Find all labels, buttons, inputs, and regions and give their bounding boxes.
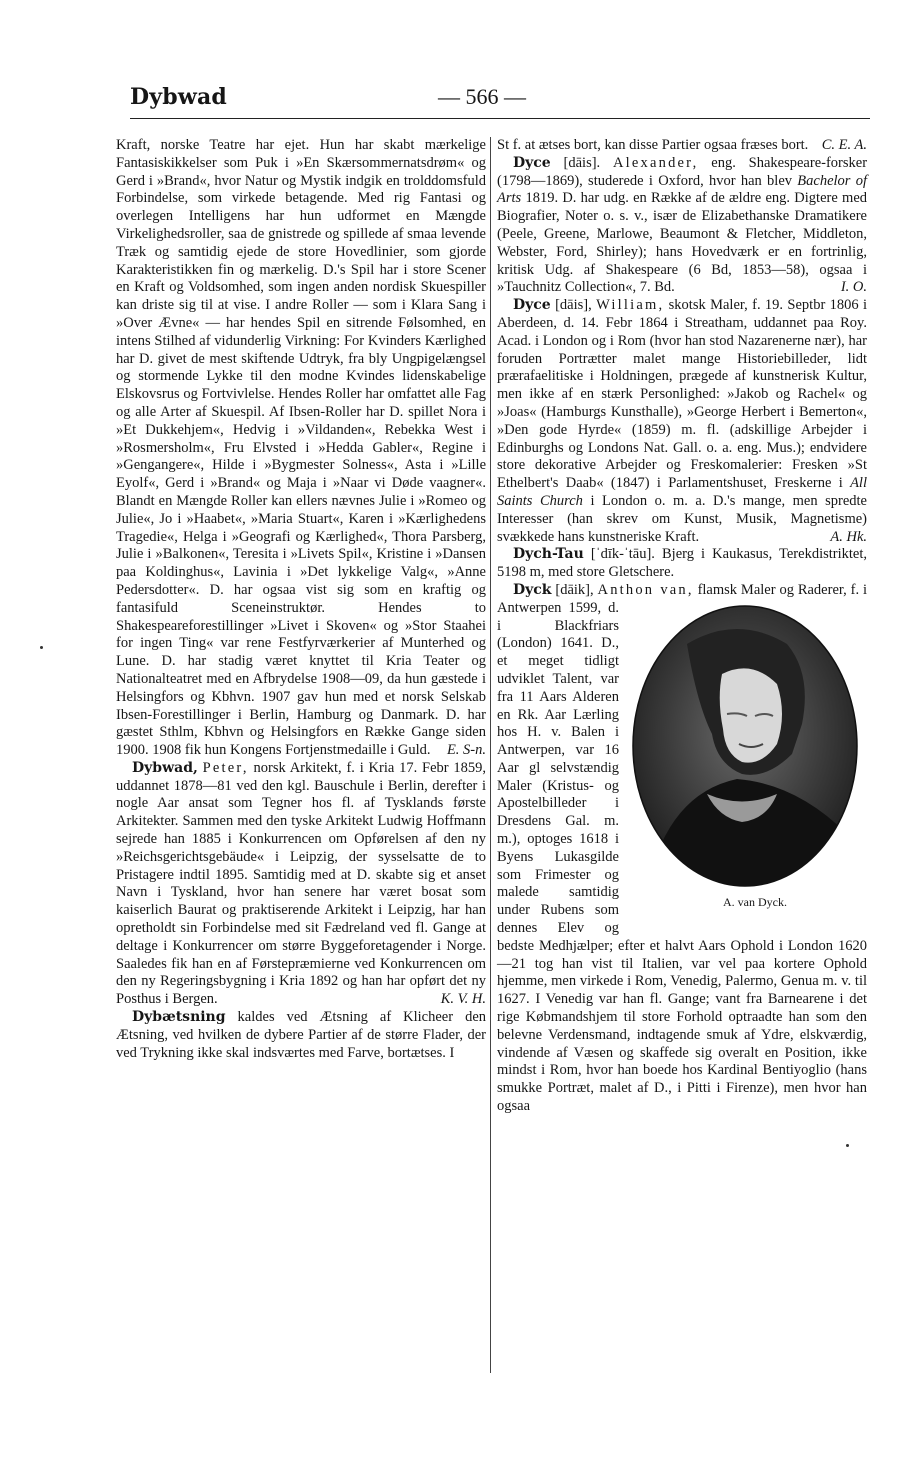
entry-dych-tau bbox=[497, 546, 867, 582]
entry-italic-term: Bachelor of Arts bbox=[497, 172, 868, 207]
entry-headword: Dybwad, bbox=[132, 759, 198, 776]
entry-headword: Dyce bbox=[513, 154, 551, 171]
entry-pronunciation: [dāis], bbox=[555, 297, 592, 314]
author-signature: A. Hk. bbox=[830, 528, 867, 545]
margin-mark bbox=[846, 1144, 849, 1147]
entry-headword: Dych-Tau bbox=[513, 546, 584, 563]
entry-text: eng. Shakespeare-forsker (1798—1869), studerede i Oxford, hvor han blev bbox=[497, 154, 868, 189]
entry-headword: Dyce bbox=[513, 297, 551, 314]
entry-dyce-alexander bbox=[497, 155, 867, 297]
portrait-image bbox=[627, 604, 867, 889]
entry-text: skotsk Maler, f. 19. Septbr 1806 i Aberdeen, d. 14. Febr 1864 i Streatham, uddannet paa Roy. Acad. i London og i Rom (hvor han stod Nazarenerne nær), har foruden Portrætter malet mange Historiebilleder, lidt prærafaelitiske i Holdningen, prægede af kunstnerisk Kultur, men ikke af en stærk Personlighed: »Jakob og Rachel« og »Joas« (Hamburgs Kunsthalle), »George Herbert i Bemerton«, »Den gode Hyrde« (1859) m. fl. (adskillige Arbejder i Edinburghs og Londons Nat. Gall. o. a. eng. Mus.); endvidere store dekorative Arbejder og Freskomalerier: Fresken »St Ethelbert's Daab« (1847) i Parlamentshuset, Freskerne i bbox=[497, 297, 868, 492]
portrait-figure bbox=[627, 604, 867, 924]
entry-first-name: Anthon van, bbox=[597, 581, 694, 598]
entry-headword: Dybætsning bbox=[132, 1009, 226, 1026]
entry-text: norsk Arkitekt, f. i Kria 17. Febr 1859, uddannet 1878—81 ved den kgl. Bauschule i Berlin, derefter i nogle Aar ansat som Tegner hos fl. af Tysklands første Arkitekter. Sammen med den tyske Arkitekt Ludwig Hoffmann sejrede han 1885 i Konkurrencen om Opførelsen af den ny »Reichsgerichtsgebäude« i Leipzig, der sysselsatte de to Pristagere indtil 1895. Samtidig med at D. skabte sig et anset Navn i Tyskland, hvor han senere har været bosat som kaiserlich Baurat og praktiserende Arkitekt i Leipzig, har han opretholdt sin Forbindelse med sit Fædreland ved fl. Gange at deltage i Konkurrencer om større Byggeforetagender i Norge. Saaledes fik han en af Førstepræmierne ved Konkurrencen om den ny Regeringsbygning i Kria 1892 og han har opført det ny Posthus i Bergen. bbox=[116, 759, 486, 1008]
author-signature: E. S-n. bbox=[446, 742, 486, 759]
left-column bbox=[116, 137, 486, 1062]
right-column bbox=[497, 137, 867, 1116]
entry-pronunciation: [dāik], bbox=[555, 581, 594, 598]
entry-first-name: William, bbox=[596, 297, 665, 314]
entry-continuation bbox=[116, 137, 486, 760]
entry-dybaetsning bbox=[116, 1009, 486, 1062]
entry-italic-term: All Saints Church bbox=[497, 475, 867, 509]
entry-first-name: Alexander, bbox=[613, 154, 699, 171]
portrait-caption: A. van Dyck. bbox=[723, 894, 787, 909]
continuation-text: St f. at ætses bort, kan disse Partier ogsaa fræses bort. bbox=[497, 137, 809, 153]
entry-text: kaldes ved Ætsning af Klicheer den Ætsning, ved hvilken de dybere Partier af de større Flader, der ved Trykning ikke skal indsværtes med Farve, bortætses. I bbox=[116, 1009, 487, 1061]
author-signature: K. V. H. bbox=[440, 991, 486, 1008]
header-rule bbox=[130, 118, 870, 119]
page-header bbox=[100, 80, 830, 120]
entry-text: i London o. m. a. D.'s mange, men spredte Interesser (han skrev om Kunst, Musik, Magnetisme) svækkede hans kunstneriske Kraft. bbox=[497, 492, 867, 545]
entry-pronunciation: [ˈdīk-ˈtāu]. bbox=[590, 546, 655, 563]
author-signature: C. E. A. bbox=[821, 137, 867, 153]
entry-text: 1819. D. har udg. en Række af de ældre eng. Digtere med Biografier, Noter o. s. v., især de Elizabethanske Dramatikere (Peele, Greene, Marlowe, Beaumont & Fletcher, Middleton, Webster, Ford, Shirley); hans Hovedværk er en fortrinlig, kritisk Udg. af Shakespeare (6 Bd, 1853—58), ogsaa i »Tauchnitz Collection«, 7. Bd. bbox=[497, 190, 868, 296]
author-signature: I. O. bbox=[840, 279, 867, 296]
entry-text: Bjerg i Kaukasus, Terekdistriktet, 5198 m, med store Gletschere. bbox=[497, 546, 867, 581]
entry-first-name: Peter, bbox=[202, 759, 249, 776]
running-headword: Dybwad bbox=[130, 84, 228, 110]
entry-dybwad-peter bbox=[116, 760, 486, 1009]
column-divider bbox=[490, 137, 491, 1373]
entry-pronunciation: [dāis]. bbox=[563, 154, 601, 171]
entry-dyce-william bbox=[497, 297, 867, 546]
entry-dyck-anthon bbox=[497, 582, 867, 1116]
margin-mark bbox=[40, 646, 43, 649]
entry-text: flamsk Maler og Raderer, f. i Antwerpen 1599, d. i Blackfriars (London) 1641. D., et meget tidligt udviklet Talent, var fra 11 Aars Alderen en Rk. Aar Lærling hos H. v. Balen i Antwerpen, var 16 Aar gl selvstændig Maler (Kristus- og Apostelbilleder i Dresdens Gal. m. m.), optoges 1618 i Byens Lukasgilde som Frimester og malede samtidig under Rubens som dennes Elev og bedste Medhjælper; efter et halvt Aars Ophold i London 1620—21 tog han vist til Italien, var vel paa kortere Ophold hjemme, men virkede i Rom, Venedig, Palermo, Genua m. v. til 1627. I Venedig var han fl. Gange; vant fra Barnearene i det rige Købmandshjem til store Forhold optraadte han som den belevne Verdensmand, indtagende smuk af Ydre, elskværdig, vindende af Væsen og skaffede sig overalt en Position, ikke mindst i Rom, hvor han boede hos Kardinal Bentiyoglio (hans smukke Portræt, malet af D., i Pitti i Firenze), men hvor han ogsaa bbox=[497, 581, 868, 1115]
entry-headword: Dyck bbox=[513, 581, 552, 598]
page-number: — 566 — bbox=[438, 84, 526, 109]
continuation-text: Kraft, norske Teatre har ejet. Hun har skabt mærkelige Fantasiskikkelser som Puk i »En Skærsommernatsdrøm« og Gerd i »Brand«, hvor Natur og Mystik indgik en trolddomsfuld Forbindelse, som virkede betagende. Med rig Fantasi og overlegen Intelligens har hun udformet en Mængde Virkelighedsroller, saa de gnistrede og spillede af smaa levende Træk og samtidig ejede de store Hovedlinier, som gjorde Karakteristikken fin og mærkelig. D.'s Spil har i store Scener en Kraft og Voldsomhed, som ingen anden nordisk Skuespiller kan driste sig til at vise. I andre Roller — som i Klara Sang i »Over Ævne« — har hendes Spil en sitrende Følsomhed, en intens Stilhed af vidunderlig Virkning: For Kvinders Kærlighed har D. givet de mest skiftende Udtryk, fra bly Ungpigelængsel og stormende Lykke til den modne Kvindes lidenskabelige Elskovsrus og Fortvivlelse. Hendes Roller har omfattet alle Fag og alle Arter af Skuespil. Af Ibsen-Roller har D. spillet Nora i »Et Dukkehjem«, Hedvig i »Vildanden«, Rebekka West i »Rosmersholm«, Fru Elvsted i »Hedda Gabler«, Regine i »Gengangere«, Hilde i »Bygmester Solness«, Asta i »Lille Eyolf«, Gerd i »Brand« og Maja i »Naar vi Døde vaagner«. Blandt en Mængde Roller kan ellers nævnes Julie i »Romeo og Julie«, Jo i »Haabet«, »Maria Stuart«, Karen i »Kærlighedens Tragedie«, Helga i »Geografi og Kærlighed«, Thora Parsberg, Julie i »Balkonen«, Teresita i »Livets Spil«, Kristine i »Dansen paa Koldinghus«, Lavinia i »Det lykkelige Valg«, »Anne Pedersdotter«. D. har ogsaa vist sig som en kraftig og fantasifuld Sceneinstruktør. Hendes to Shakespeareforestillinger »Livet i Skoven« og »Stor Staahei for ingen Ting« var rene Festfyrværkerier af Munterhed og Lune. D. har stadig været knyttet til Kria Teater og Nationalteatret med en Afbrydelse 1908—09, da hun gæstede i Helsingfors og Kbhvn. 1907 gav hun med et norsk Selskab Ibsen-Forestillinger i Berlin, Hamburg og Danmark. D. har gæstet Sthlm, Kbhvn og Helsingfors en Række Gange siden 1900. 1908 fik hun Kongens Fortjenstmedaille i Guld. bbox=[116, 137, 486, 759]
entry-continuation bbox=[497, 137, 867, 155]
